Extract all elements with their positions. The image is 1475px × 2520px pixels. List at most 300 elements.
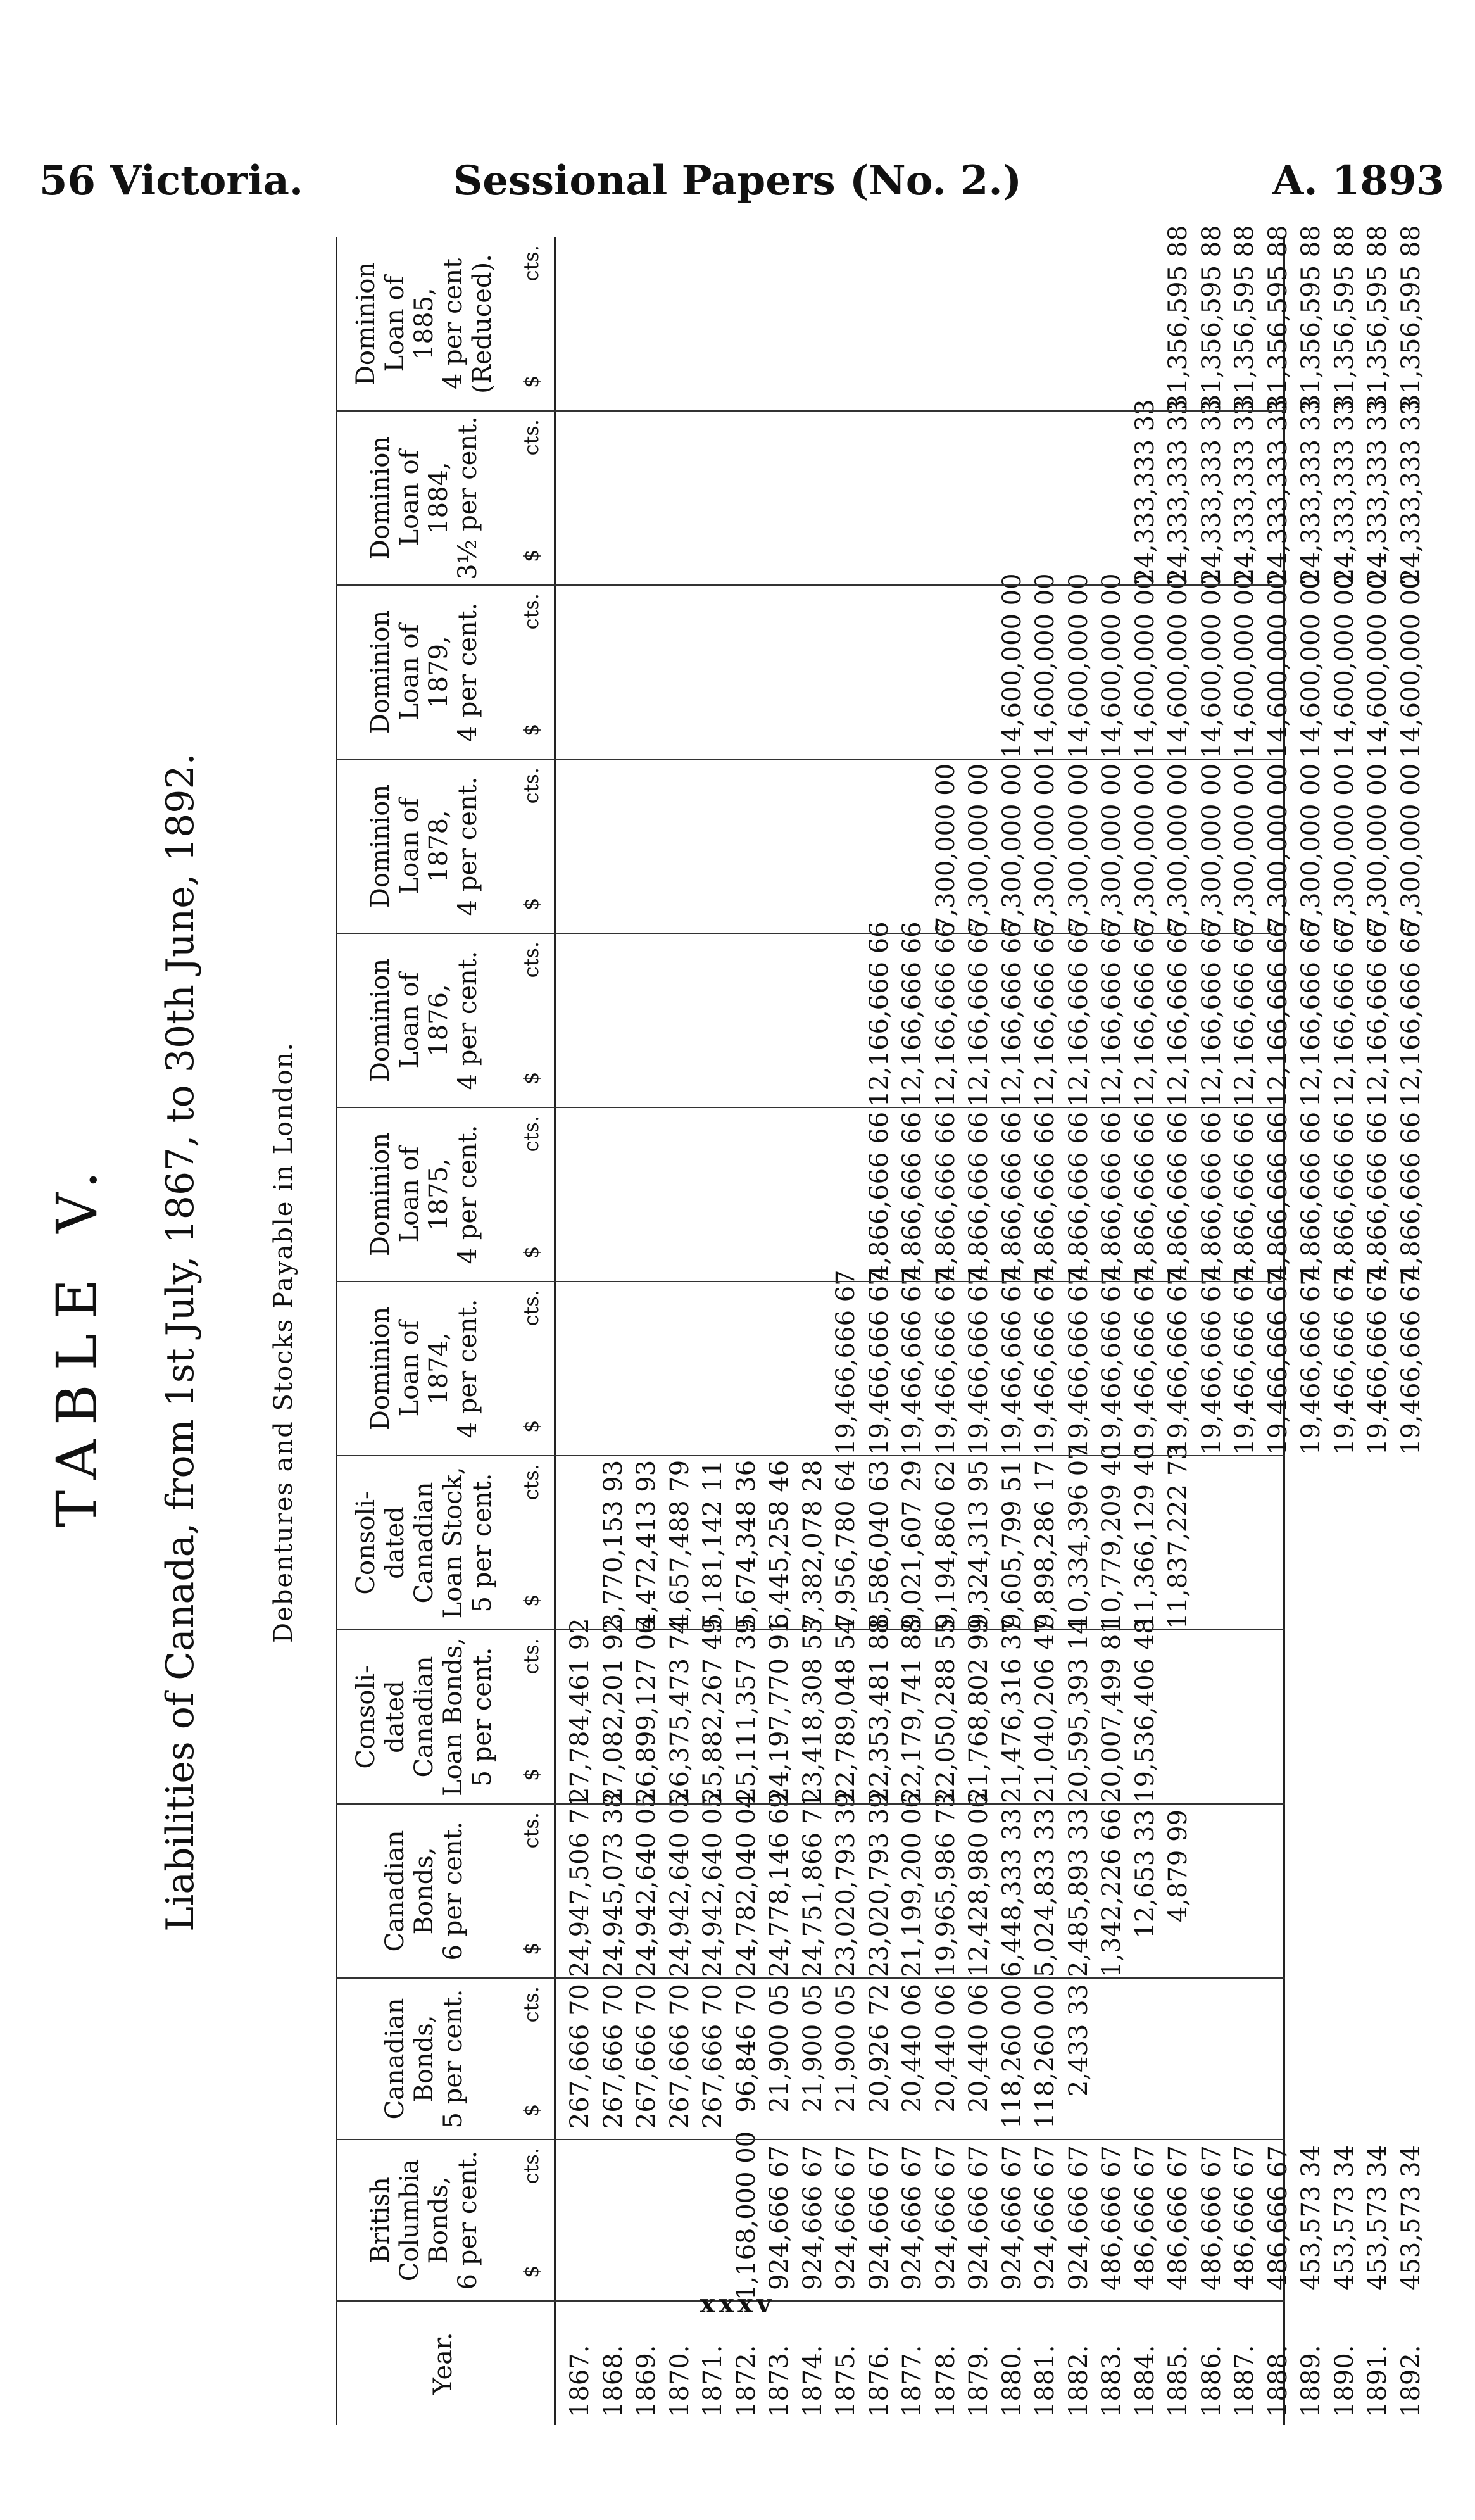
table-cell: 5,674,348 36	[731, 1459, 761, 1629]
table-cell: 4,866,666 66	[1296, 1111, 1326, 1281]
loan-column	[336, 1979, 1285, 2140]
column-units	[519, 1108, 551, 1281]
column-units	[519, 1979, 551, 2139]
table-cell: 19,466,666 67	[1363, 1269, 1392, 1455]
table-cell: 14,600,000 00	[1396, 573, 1426, 759]
section-header: Debentures and Stocks Payable in London.	[269, 1041, 298, 1644]
table-cell: 23,418,308 53	[798, 1618, 827, 1803]
loan-column	[336, 760, 1426, 934]
table-cell: 19,466,666 67	[1329, 1269, 1359, 1455]
table-cell: 7,300,000 00	[1031, 763, 1060, 933]
table-cell: 267,666 70	[598, 1984, 628, 2129]
table-cell	[1195, 1456, 1229, 1629]
table-cell: 96,846 70	[731, 1984, 761, 2113]
table-cell: 19,466,666 67	[1196, 1269, 1226, 1455]
table-cell: 4,866,666 66	[1263, 1111, 1293, 1281]
table-cell: 12,166,666 66	[1196, 921, 1226, 1107]
table-cell	[796, 412, 830, 584]
table-cell: 4,866,666 66	[1064, 1111, 1093, 1281]
table-cell	[1262, 1979, 1295, 2139]
table-cell: 26,899,127 06	[632, 1618, 661, 1803]
table-cell: 486,666 67	[1196, 2145, 1226, 2291]
table-cell: 21,040,206 47	[1031, 1618, 1060, 1803]
loan-column	[336, 399, 1426, 586]
table-cell: 25,882,267 49	[698, 1618, 727, 1803]
table-cell: 7,300,000 00	[964, 763, 993, 933]
table-cell: 924,666 67	[898, 2145, 927, 2291]
table-cell: 19,466,666 67	[1164, 1269, 1193, 1455]
column-units	[519, 1456, 551, 1629]
table-cell: 486,666 67	[1263, 2145, 1293, 2291]
table-cell	[796, 1282, 830, 1455]
table-cell: 453,573 34	[1296, 2145, 1326, 2291]
table-cell	[1328, 1630, 1362, 1803]
table-cell: 118,260 00	[997, 1984, 1027, 2129]
table-cell: 267,666 70	[565, 1984, 594, 2129]
table-cell: 24,333,333 33	[1130, 399, 1160, 584]
year-cell: 1877.	[898, 2345, 927, 2417]
dollar-unit: $	[519, 549, 543, 562]
year-cell: 1867.	[565, 2345, 594, 2417]
table-cell	[663, 2140, 697, 2300]
table-cell	[763, 934, 796, 1107]
table-cell	[563, 237, 597, 410]
table-cell: 14,600,000 00	[1031, 573, 1060, 759]
table-cell	[1295, 1979, 1328, 2139]
table-cell: 24,333,333 33	[1230, 399, 1259, 584]
column-header: Dominion Loan of 1885, 4 per cent (Reduced).	[351, 254, 497, 394]
table-cell	[829, 1108, 863, 1281]
table-cell: 7,300,000 00	[1396, 763, 1426, 933]
column-header: Canadian Bonds, 6 per cent.	[380, 1821, 468, 1961]
table-cell: 453,573 34	[1363, 2145, 1392, 2291]
table-cell: 19,466,666 67	[1396, 1269, 1426, 1455]
column-units	[519, 237, 551, 410]
table-cell	[1361, 1805, 1395, 1977]
table-cell	[1029, 237, 1062, 410]
table-cell	[630, 1108, 663, 1281]
cents-unit: cts.	[519, 2148, 543, 2184]
year-cell: 1874.	[798, 2345, 827, 2417]
table-cell: 924,666 67	[831, 2145, 860, 2291]
table-cell	[863, 586, 896, 759]
year-cell: 1889.	[1296, 2345, 1326, 2417]
table-cell: 4,866,666 66	[1196, 1111, 1226, 1281]
table-cell	[1228, 1630, 1262, 1803]
table-cell: 12,166,666 66	[1396, 921, 1426, 1107]
dollar-unit: $	[519, 1768, 543, 1781]
column-header: Dominion Loan of 1884, 3½ per cent.	[366, 416, 482, 580]
table-cell: 12,166,666 66	[1230, 921, 1259, 1107]
table-cell	[730, 1282, 763, 1455]
table-cell	[696, 1108, 730, 1281]
table-cell: 31,356,595 88	[1164, 225, 1193, 410]
table-cell	[597, 2140, 631, 2300]
table-cell: 486,666 67	[1230, 2145, 1259, 2291]
table-cell: 7,300,000 00	[1329, 763, 1359, 933]
table-cell	[1395, 1456, 1428, 1629]
year-cell: 1890.	[1329, 2345, 1359, 2417]
table-cell: 21,900 05	[798, 1984, 827, 2113]
table-title: TABLE V.	[44, 1157, 110, 1528]
table-cell: 12,166,666 66	[1164, 921, 1193, 1107]
table-cell	[663, 1108, 697, 1281]
header-left: 56 Victoria.	[39, 157, 304, 205]
table-cell	[630, 412, 663, 584]
table-cell: 24,942,640 05	[665, 1792, 694, 1977]
table-cell: 12,653 33	[1130, 1810, 1160, 1939]
table-cell	[1195, 1805, 1229, 1977]
table-cell: 20,926 72	[864, 1984, 894, 2113]
table-cell	[696, 586, 730, 759]
cents-unit: cts.	[519, 245, 543, 282]
table-cell: 4,657,488 79	[665, 1459, 694, 1629]
table-cell	[829, 586, 863, 759]
table-cell: 14,600,000 00	[1329, 573, 1359, 759]
table-cell: 1,342,226 66	[1097, 1808, 1126, 1977]
table-cell	[796, 760, 830, 933]
table-cell: 924,666 67	[798, 2145, 827, 2291]
table-cell	[597, 934, 631, 1107]
table-cell: 12,166,666 66	[1064, 921, 1093, 1107]
table-cell: 7,300,000 00	[1097, 763, 1126, 933]
table-cell	[597, 237, 631, 410]
table-cell	[630, 586, 663, 759]
table-cell	[597, 412, 631, 584]
table-cell: 20,440 06	[931, 1984, 960, 2113]
dollar-unit: $	[519, 897, 543, 910]
table-cell: 11,837,222 73	[1164, 1444, 1193, 1629]
table-cell: 924,666 67	[997, 2145, 1027, 2291]
table-cell: 21,768,802 99	[964, 1618, 993, 1803]
table-cell: 24,333,333 33	[1263, 399, 1293, 584]
year-cell: 1872.	[731, 2345, 761, 2417]
table-cell: 31,356,595 88	[1196, 225, 1226, 410]
table-cell	[730, 934, 763, 1107]
table-cell: 7,300,000 00	[1196, 763, 1226, 933]
table-cell: 24,947,506 71	[565, 1792, 594, 1977]
table-cell: 20,440 06	[898, 1984, 927, 2113]
table-cell	[796, 934, 830, 1107]
table-cell: 4,866,666 66	[997, 1111, 1027, 1281]
dollar-unit: $	[519, 1942, 543, 1955]
table-cell: 924,666 67	[1031, 2145, 1060, 2291]
table-cell	[1328, 1979, 1362, 2139]
liabilities-table	[336, 225, 1426, 2425]
year-cell: 1878.	[931, 2345, 960, 2417]
year-cell: 1868.	[598, 2345, 628, 2417]
loan-column	[336, 2131, 1426, 2302]
loan-column	[336, 1269, 1426, 1456]
table-cell	[896, 586, 929, 759]
table-cell: 7,300,000 00	[1164, 763, 1193, 933]
table-cell	[730, 1108, 763, 1281]
table-cell	[1295, 1805, 1328, 1977]
table-cell	[1395, 1630, 1428, 1803]
table-cell: 14,600,000 00	[1064, 573, 1093, 759]
table-cell: 7,300,000 00	[1064, 763, 1093, 933]
table-cell	[630, 1282, 663, 1455]
table-cell: 24,942,640 05	[632, 1792, 661, 1977]
table-cell	[663, 586, 697, 759]
column-header: Consoli- dated Canadian Loan Stock, 5 per cent.	[351, 1466, 497, 1619]
table-cell	[829, 760, 863, 933]
table-cell: 27,082,201 92	[598, 1618, 628, 1803]
table-cell: 14,600,000 00	[997, 573, 1027, 759]
table-cell: 24,942,640 05	[698, 1792, 727, 1977]
table-cell	[1361, 1456, 1395, 1629]
table-cell: 19,466,666 67	[1296, 1269, 1326, 1455]
table-cell: 4,472,413 93	[632, 1459, 661, 1629]
table-cell	[696, 1282, 730, 1455]
table-cell	[563, 412, 597, 584]
table-cell: 4,866,666 66	[1130, 1111, 1160, 1281]
table-cell	[763, 1108, 796, 1281]
table-cell	[663, 237, 697, 410]
table-cell	[1295, 1456, 1328, 1629]
rotated-table-page	[6, 165, 1469, 2520]
column-header: Consoli- dated Canadian Loan Bonds, 5 per cent.	[351, 1637, 497, 1797]
table-cell: 11,366,129 40	[1130, 1444, 1160, 1629]
table-cell: 4,866,666 66	[1329, 1111, 1359, 1281]
table-cell	[696, 934, 730, 1107]
column-units	[519, 934, 551, 1107]
table-cell: 12,166,666 66	[964, 921, 993, 1107]
table-cell	[1095, 412, 1129, 584]
table-cell: 486,666 67	[1130, 2145, 1160, 2291]
cents-unit: cts.	[519, 942, 543, 978]
table-cell: 12,166,666 66	[1031, 921, 1060, 1107]
table-cell: 20,595,393 14	[1064, 1618, 1093, 1803]
cents-unit: cts.	[519, 1290, 543, 1326]
table-cell: 9,021,607 29	[898, 1459, 927, 1629]
table-cell: 19,466,666 67	[997, 1269, 1027, 1455]
column-units	[519, 2140, 551, 2300]
table-cell: 19,466,666 67	[1263, 1269, 1293, 1455]
table-cell	[1228, 1456, 1262, 1629]
column-header: British Columbia Bonds, 6 per cent.	[366, 2150, 482, 2290]
table-cell: 924,666 67	[1064, 2145, 1093, 2291]
table-cell: 24,782,040 04	[731, 1792, 761, 1977]
table-cell: 14,600,000 00	[1130, 573, 1160, 759]
table-cell	[597, 1282, 631, 1455]
table-cell	[1361, 1630, 1395, 1803]
table-cell: 14,600,000 00	[1363, 573, 1392, 759]
table-cell: 4,879 99	[1164, 1810, 1193, 1923]
table-cell: 24,751,866 71	[798, 1792, 827, 1977]
table-cell: 12,428,980 06	[964, 1792, 993, 1977]
column-header: Dominion Loan of 1876, 4 per cent.	[366, 950, 482, 1090]
table-cell	[730, 760, 763, 933]
table-cell: 924,666 67	[931, 2145, 960, 2291]
table-cell	[563, 1456, 597, 1629]
table-cell: 24,945,073 38	[598, 1792, 628, 1977]
table-cell	[796, 1108, 830, 1281]
table-cell	[1162, 1979, 1195, 2139]
year-column-header: Year.	[429, 2332, 458, 2395]
year-cell: 1873.	[765, 2345, 794, 2417]
dollar-unit: $	[519, 1420, 543, 1433]
table-cell	[597, 760, 631, 933]
table-cell: 19,466,666 67	[931, 1269, 960, 1455]
table-cell	[563, 1108, 597, 1281]
table-cell: 22,050,288 55	[931, 1618, 960, 1803]
table-cell: 5,024,833 33	[1031, 1808, 1060, 1977]
table-cell	[1062, 412, 1096, 584]
table-cell	[1262, 1630, 1295, 1803]
table-cell	[829, 237, 863, 410]
year-cell: 1869.	[632, 2345, 661, 2417]
table-cell: 19,466,666 67	[831, 1269, 860, 1455]
table-cell: 21,199,200 06	[898, 1792, 927, 1977]
table-cell: 20,007,499 81	[1097, 1618, 1126, 1803]
table-cell: 8,586,040 63	[864, 1459, 894, 1629]
table-cell: 2,485,893 33	[1064, 1808, 1093, 1977]
column-units	[519, 586, 551, 759]
year-cell: 1883.	[1097, 2345, 1126, 2417]
table-cell: 19,466,666 67	[1064, 1269, 1093, 1455]
table-cell: 4,866,666 66	[1164, 1111, 1193, 1281]
table-cell: 21,900 05	[765, 1984, 794, 2113]
table-cell: 26,375,473 74	[665, 1618, 694, 1803]
table-cell: 23,020,793 39	[864, 1792, 894, 1977]
cents-unit: cts.	[519, 593, 543, 630]
column-units	[519, 760, 551, 933]
table-cell	[896, 412, 929, 584]
dollar-unit: $	[519, 1071, 543, 1085]
table-cell: 14,600,000 00	[1230, 573, 1259, 759]
table-cell: 4,866,666 66	[1031, 1111, 1060, 1281]
loan-column	[336, 1792, 1285, 1979]
table-cell: 4,866,666 66	[864, 1111, 894, 1281]
cents-unit: cts.	[519, 1986, 543, 2023]
year-cell: 1884.	[1130, 2345, 1160, 2417]
table-cell: 22,179,741 88	[898, 1618, 927, 1803]
year-cell: 1876.	[864, 2345, 894, 2417]
table-subtitle: Liabilities of Canada, from 1st July, 1867, to 30th June, 1892.	[158, 753, 203, 1932]
table-cell: 924,666 67	[964, 2145, 993, 2291]
table-cell: 19,466,666 67	[1130, 1269, 1160, 1455]
table-cell: 7,300,000 00	[1263, 763, 1293, 933]
table-cell	[996, 237, 1029, 410]
table-cell	[630, 237, 663, 410]
table-cell	[996, 412, 1029, 584]
table-cell	[1162, 1630, 1195, 1803]
loan-column	[336, 921, 1426, 1108]
column-units	[519, 1805, 551, 1977]
dollar-unit: $	[519, 375, 543, 388]
table-cell: 4,866,666 66	[1097, 1111, 1126, 1281]
table-cell: 22,353,481 88	[864, 1618, 894, 1803]
table-cell: 4,866,666 66	[898, 1111, 927, 1281]
table-cell: 31,356,595 88	[1329, 225, 1359, 410]
cents-unit: cts.	[519, 1812, 543, 1849]
table-cell	[1395, 1805, 1428, 1977]
table-cell	[863, 237, 896, 410]
table-cell: 20,440 06	[964, 1984, 993, 2113]
dollar-unit: $	[519, 1594, 543, 1607]
table-cell: 2,433 33	[1064, 1984, 1093, 2097]
cents-unit: cts.	[519, 767, 543, 804]
table-cell: 12,166,666 66	[1296, 921, 1326, 1107]
column-header: Dominion Loan of 1875, 4 per cent.	[366, 1125, 482, 1264]
table-cell: 7,300,000 00	[1296, 763, 1326, 933]
table-cell: 12,166,666 66	[931, 921, 960, 1107]
table-cell: 7,382,078 28	[798, 1459, 827, 1629]
table-cell	[1328, 1456, 1362, 1629]
table-cell: 14,600,000 00	[1296, 573, 1326, 759]
table-cell: 9,194,860 62	[931, 1459, 960, 1629]
table-cell	[696, 760, 730, 933]
table-cell	[696, 237, 730, 410]
table-cell: 14,600,000 00	[1164, 573, 1193, 759]
table-cell	[763, 760, 796, 933]
cents-unit: cts.	[519, 1464, 543, 1501]
table-cell	[730, 237, 763, 410]
table-cell: 31,356,595 88	[1296, 225, 1326, 410]
loan-column	[336, 573, 1426, 760]
dollar-unit: $	[519, 2265, 543, 2278]
table-cell: 19,466,666 67	[1230, 1269, 1259, 1455]
table-cell: 31,356,595 88	[1396, 225, 1426, 410]
table-cell: 24,333,333 33	[1396, 399, 1426, 584]
table-cell	[929, 586, 963, 759]
table-cell	[896, 760, 929, 933]
table-cell: 4,866,666 66	[931, 1111, 960, 1281]
table-cell	[563, 760, 597, 933]
table-cell	[763, 1282, 796, 1455]
table-cell: 19,466,666 67	[864, 1269, 894, 1455]
table-cell: 3,770,153 93	[598, 1459, 628, 1629]
table-cell: 19,965,986 73	[931, 1792, 960, 1977]
table-cell	[962, 586, 996, 759]
table-cell	[1129, 237, 1162, 410]
table-cell	[929, 412, 963, 584]
table-cell: 21,900 05	[831, 1984, 860, 2113]
table-cell: 267,666 70	[632, 1984, 661, 2129]
table-cell: 453,573 34	[1329, 2145, 1359, 2291]
table-cell: 24,333,333 33	[1329, 399, 1359, 584]
table-cell	[1195, 1630, 1229, 1803]
table-cell	[663, 934, 697, 1107]
table-cell	[663, 412, 697, 584]
table-cell	[663, 1282, 697, 1455]
table-cell: 7,300,000 00	[997, 763, 1027, 933]
table-cell: 267,666 70	[698, 1984, 727, 2129]
column-units	[519, 1282, 551, 1455]
table-cell	[1262, 1456, 1295, 1629]
table-cell: 14,600,000 00	[1196, 573, 1226, 759]
table-cell	[696, 2140, 730, 2300]
table-cell: 19,466,666 67	[1097, 1269, 1126, 1455]
cents-unit: cts.	[519, 1638, 543, 1675]
table-cell: 4,866,666 66	[1396, 1111, 1426, 1281]
table-cell	[1095, 1979, 1129, 2139]
table-cell: 27,784,461 92	[565, 1618, 594, 1803]
table-cell: 7,300,000 00	[1230, 763, 1259, 933]
year-cell: 1892.	[1396, 2345, 1426, 2417]
year-cell: 1879.	[964, 2345, 993, 2417]
table-cell	[796, 586, 830, 759]
year-cell: 1870.	[665, 2345, 694, 2417]
table-cell: 23,020,793 39	[831, 1792, 860, 1977]
table-cell: 10,779,209 40	[1097, 1444, 1126, 1629]
header-right: A. 1893	[1272, 157, 1445, 205]
column-header: Dominion Loan of 1879, 4 per cent.	[366, 602, 482, 742]
table-cell: 14,600,000 00	[1097, 573, 1126, 759]
table-cell	[1228, 1805, 1262, 1977]
page-footer-code: xxxv	[700, 2289, 775, 2319]
